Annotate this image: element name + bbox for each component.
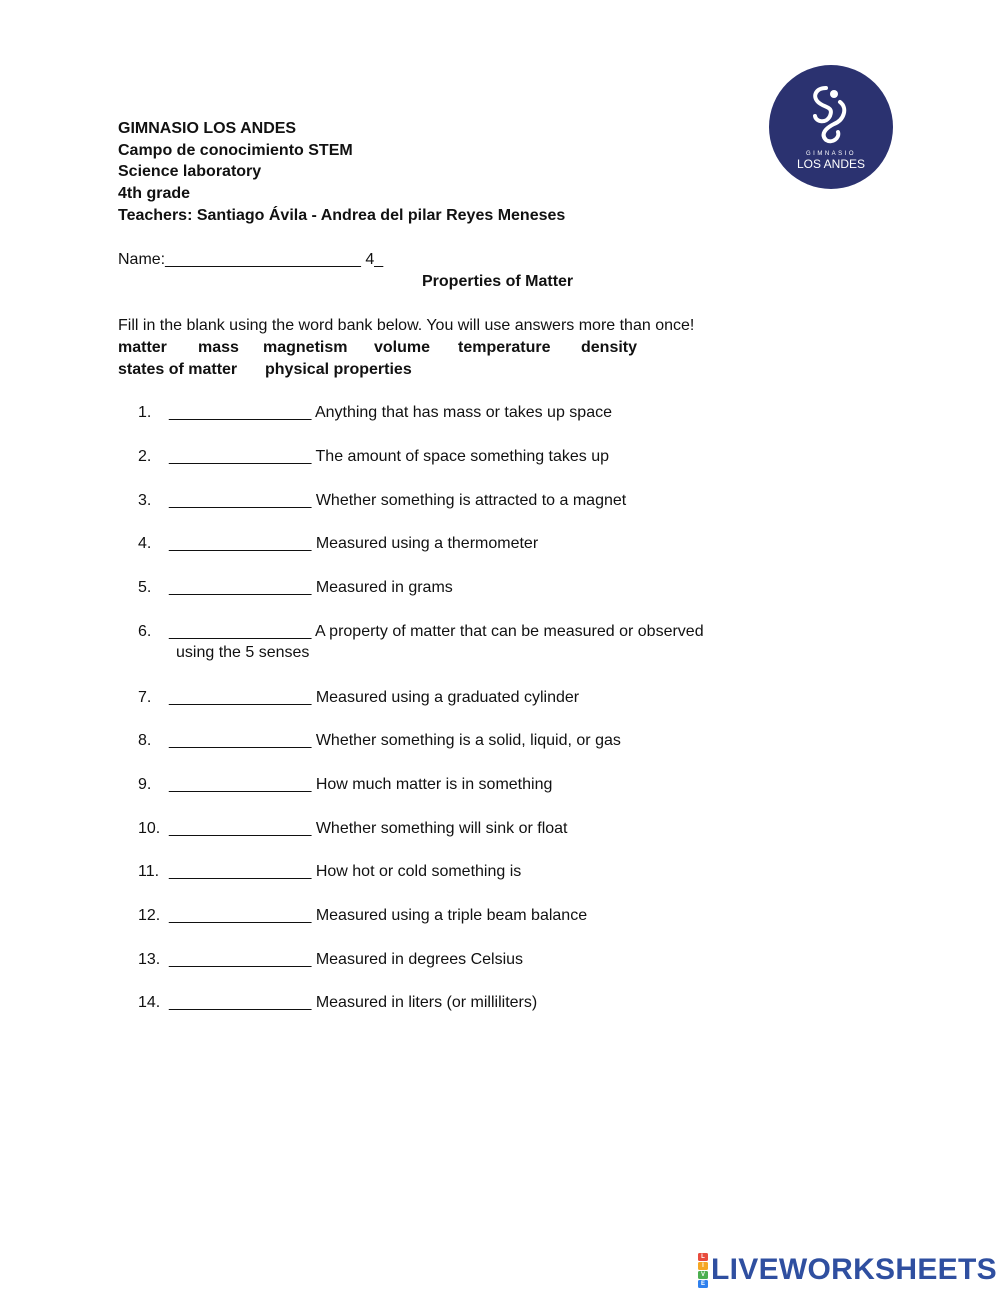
word-bank-row — [118, 337, 738, 359]
word-bank-row — [118, 359, 738, 381]
brand-name: LIVEWORKSHEETS — [711, 1253, 997, 1286]
word-bank-item: temperature — [458, 339, 551, 356]
question-text: How hot or cold something is — [315, 863, 522, 880]
answer-blank[interactable]: ________________ — [169, 951, 312, 968]
course-name: Science laboratory — [118, 163, 262, 181]
question-item — [138, 992, 537, 1013]
question-number: 6. — [138, 623, 152, 640]
instructions: Fill in the blank using the word bank below. You will use answers more than once! — [118, 317, 695, 334]
answer-blank[interactable]: ________________ — [169, 623, 312, 640]
question-text: Whether something is a solid, liquid, or gas — [315, 732, 621, 749]
question-item — [138, 577, 453, 598]
question-item — [138, 687, 579, 708]
answer-blank[interactable]: ________________ — [169, 492, 312, 509]
question-item — [138, 774, 552, 795]
brand-badge: L — [698, 1253, 708, 1261]
answer-blank[interactable]: ________________ — [169, 579, 312, 596]
school-name: GIMNASIO LOS ANDES — [118, 120, 297, 137]
word-bank-item: states of matter — [118, 360, 238, 378]
answer-blank[interactable]: ________________ — [169, 535, 312, 552]
school-logo — [768, 64, 894, 190]
answer-blank[interactable]: ________________ — [169, 448, 312, 465]
brand-badge: E — [698, 1280, 708, 1288]
question-text: Whether something will sink or float — [315, 820, 568, 837]
word-bank-item: magnetism — [263, 339, 348, 356]
brand-badges — [698, 1252, 708, 1288]
brand-badge: V — [698, 1271, 708, 1279]
answer-blank[interactable]: ________________ — [169, 689, 312, 706]
question-text-continuation: using the 5 senses — [176, 644, 310, 661]
question-number: 3. — [138, 492, 152, 509]
question-text: Measured in grams — [315, 579, 453, 596]
question-item — [138, 490, 626, 511]
question-number: 4. — [138, 535, 152, 552]
question-text: Measured in liters (or milliliters) — [315, 994, 538, 1011]
brand-badge: I — [698, 1262, 708, 1270]
svg-text:GIMNASIO: GIMNASIO — [805, 151, 857, 157]
question-text: Measured in degrees Celsius — [315, 951, 524, 968]
student-name-field: Name:______________________ 4_ — [118, 251, 384, 268]
question-item — [138, 905, 587, 926]
question-item — [138, 446, 609, 467]
word-bank-item: physical properties — [265, 360, 412, 378]
question-item — [138, 402, 612, 423]
question-number: 9. — [138, 776, 152, 793]
question-item — [138, 533, 538, 554]
question-text: Measured using a graduated cylinder — [315, 689, 580, 706]
question-item — [138, 621, 704, 663]
question-item — [138, 730, 621, 751]
answer-blank[interactable]: ________________ — [169, 907, 312, 924]
word-bank-item: volume — [374, 339, 431, 356]
liveworksheets-logo — [698, 1252, 997, 1288]
school-header — [118, 118, 565, 226]
answer-blank[interactable]: ________________ — [169, 820, 312, 837]
question-number: 5. — [138, 579, 152, 596]
answer-blank[interactable]: ________________ — [169, 404, 312, 421]
question-number: 11. — [138, 863, 160, 880]
question-text: Anything that has mass or takes up space — [314, 404, 612, 421]
grade-level: 4th grade — [118, 185, 191, 203]
question-text: A property of matter that can be measured or observed — [314, 623, 704, 640]
answer-blank[interactable]: ________________ — [169, 732, 312, 749]
answer-blank[interactable]: ________________ — [169, 776, 312, 793]
question-number: 2. — [138, 448, 152, 465]
word-bank — [118, 337, 738, 380]
question-number: 10. — [138, 820, 161, 837]
question-item — [138, 861, 521, 882]
question-text: Whether something is attracted to a magnet — [315, 492, 627, 509]
answer-blank[interactable]: ________________ — [169, 863, 312, 880]
word-bank-item: density — [581, 339, 638, 356]
question-text: How much matter is in something — [315, 776, 553, 793]
question-number: 12. — [138, 907, 161, 924]
answer-blank[interactable]: ________________ — [169, 994, 312, 1011]
word-bank-item: mass — [198, 339, 239, 356]
question-number: 7. — [138, 689, 152, 706]
question-text: Measured using a thermometer — [315, 535, 539, 552]
question-text: The amount of space something takes up — [315, 448, 610, 465]
question-number: 1. — [138, 404, 152, 421]
question-number: 13. — [138, 951, 161, 968]
teachers-line: Teachers: Santiago Ávila - Andrea del pilar Reyes Meneses — [118, 206, 566, 224]
knowledge-field: Campo de conocimiento STEM — [118, 141, 353, 159]
svg-text:LOS ANDES: LOS ANDES — [796, 157, 866, 171]
worksheet-title: Properties of Matter — [422, 273, 574, 290]
question-text: Measured using a triple beam balance — [315, 907, 588, 924]
question-number: 8. — [138, 732, 152, 749]
question-item — [138, 949, 523, 970]
word-bank-item: matter — [118, 339, 167, 356]
question-item — [138, 818, 567, 839]
question-number: 14. — [138, 994, 161, 1011]
